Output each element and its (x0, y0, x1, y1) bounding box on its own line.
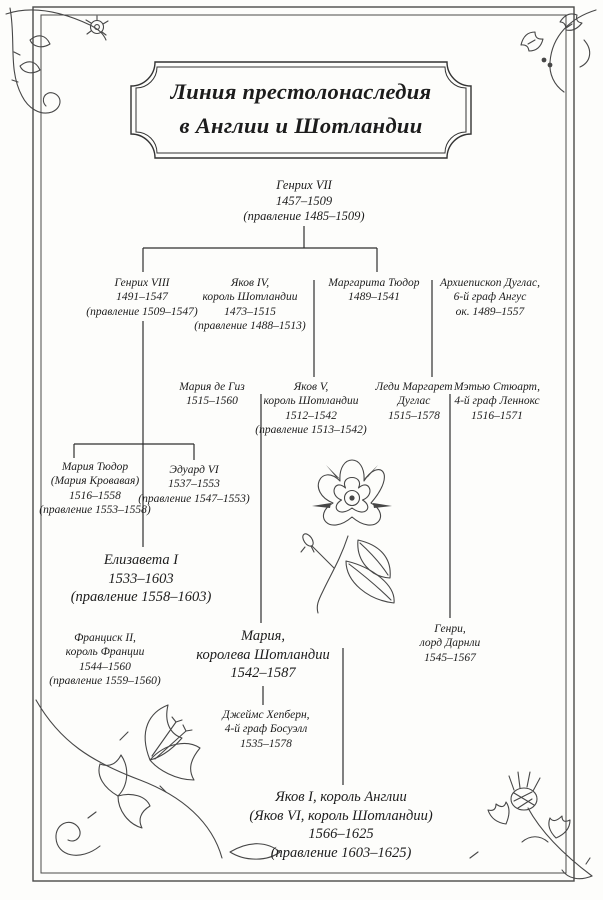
person-name-2: Дуглас (397, 395, 431, 408)
person-node-henry-vii (243, 178, 364, 225)
person-name: Яков I, король Англии (275, 789, 407, 805)
person-title: лорд Дарнли (419, 637, 481, 650)
person-years: 1537–1553 (168, 478, 220, 491)
person-node-james-v (255, 380, 367, 437)
person-years: 1489–1541 (348, 291, 400, 304)
rose-vine-illustration (6, 8, 108, 113)
person-name: Леди Маргарет (375, 381, 453, 393)
person-years: 1457–1509 (275, 193, 333, 208)
person-name: Джеймс Хепберн, (222, 709, 310, 721)
person-name: Мария де Гиз (179, 381, 245, 393)
person-name: Франциск II, (74, 632, 136, 644)
person-name: Яков V, (293, 381, 329, 393)
person-node-henry-viii (86, 276, 198, 319)
person-years: 1516–1571 (471, 409, 523, 422)
person-node-mary-queen-of-scots (196, 627, 329, 683)
person-name: Архиепископ Дуглас, (439, 277, 541, 289)
person-node-mary-tudor (39, 460, 151, 517)
person-title: король Франции (65, 646, 145, 659)
person-reign: (правление 1513–1542) (255, 423, 367, 436)
person-years: 1544–1560 (79, 660, 131, 673)
person-years: 1535–1578 (240, 737, 292, 750)
person-node-lady-margaret-douglas (375, 380, 452, 423)
person-name: Мария, (241, 628, 285, 644)
person-node-james-hepburn (222, 708, 309, 751)
page-title (171, 75, 432, 143)
person-name: Яков IV, (230, 277, 270, 289)
person-years: ок. 1489–1557 (455, 305, 525, 318)
person-name: Мэтью Стюарт, (453, 381, 541, 393)
person-years: 1516–1558 (69, 489, 121, 502)
person-node-matthew-stuart (454, 380, 540, 423)
person-name: Елизавета I (103, 552, 179, 568)
person-years: 1512–1542 (285, 409, 337, 422)
person-node-mary-of-guise (179, 380, 244, 409)
person-title: 4-й граф Босуэлл (224, 723, 308, 736)
person-node-henry-lord-darnley (420, 622, 480, 665)
person-title: королева Шотландии (196, 646, 330, 663)
person-years: 1491–1547 (116, 291, 168, 304)
person-name: Генрих VIII (114, 277, 170, 289)
person-reign: (правление 1553–1558) (39, 503, 151, 516)
person-node-archbishop-douglas (440, 276, 540, 319)
person-title: 6-й граф Ангус (453, 291, 527, 304)
title-line-2: в Англии и Шотландии (179, 112, 423, 138)
person-reign: (правление 1488–1513) (194, 319, 306, 332)
person-node-margaret-tudor (328, 276, 419, 305)
holly-vine-illustration (521, 10, 596, 92)
person-name: Эдуард VI (169, 464, 219, 476)
person-node-james-i (249, 788, 432, 862)
person-title: король Шотландии (202, 291, 298, 304)
person-name: Генрих VII (276, 178, 332, 192)
person-reign: (правление 1559–1560) (49, 674, 161, 687)
title-line-1: Линия престолонаследия (170, 79, 432, 104)
person-reign: (правление 1603–1625) (270, 844, 412, 861)
person-name: Генри, (434, 623, 466, 635)
person-node-francis-ii (49, 631, 161, 688)
person-alt-name: (Яков VI, король Шотландии) (249, 807, 433, 824)
person-reign: (правление 1547–1553) (138, 492, 250, 505)
person-node-james-iv (194, 276, 306, 333)
person-node-edward-vi (138, 463, 250, 506)
person-years: 1545–1567 (424, 651, 476, 664)
person-reign: (правление 1509–1547) (86, 305, 198, 318)
person-title: 4-й граф Леннокс (454, 395, 540, 408)
person-node-elizabeth-i (71, 551, 212, 607)
person-reign: (правление 1485–1509) (243, 209, 365, 223)
person-name: Мария Тюдор (61, 461, 129, 473)
person-years: 1515–1578 (388, 409, 440, 422)
person-title: король Шотландии (263, 395, 359, 408)
person-years: 1542–1587 (230, 665, 296, 682)
person-nickname: (Мария Кровавая) (50, 475, 140, 488)
person-years: 1473–1515 (224, 305, 276, 318)
person-reign: (правление 1558–1603) (70, 589, 212, 606)
person-years: 1533–1603 (108, 570, 174, 587)
person-years: 1566–1625 (308, 826, 374, 843)
person-years: 1515–1560 (186, 395, 238, 408)
person-name: Маргарита Тюдор (328, 277, 420, 289)
tudor-rose-illustration (301, 460, 394, 613)
